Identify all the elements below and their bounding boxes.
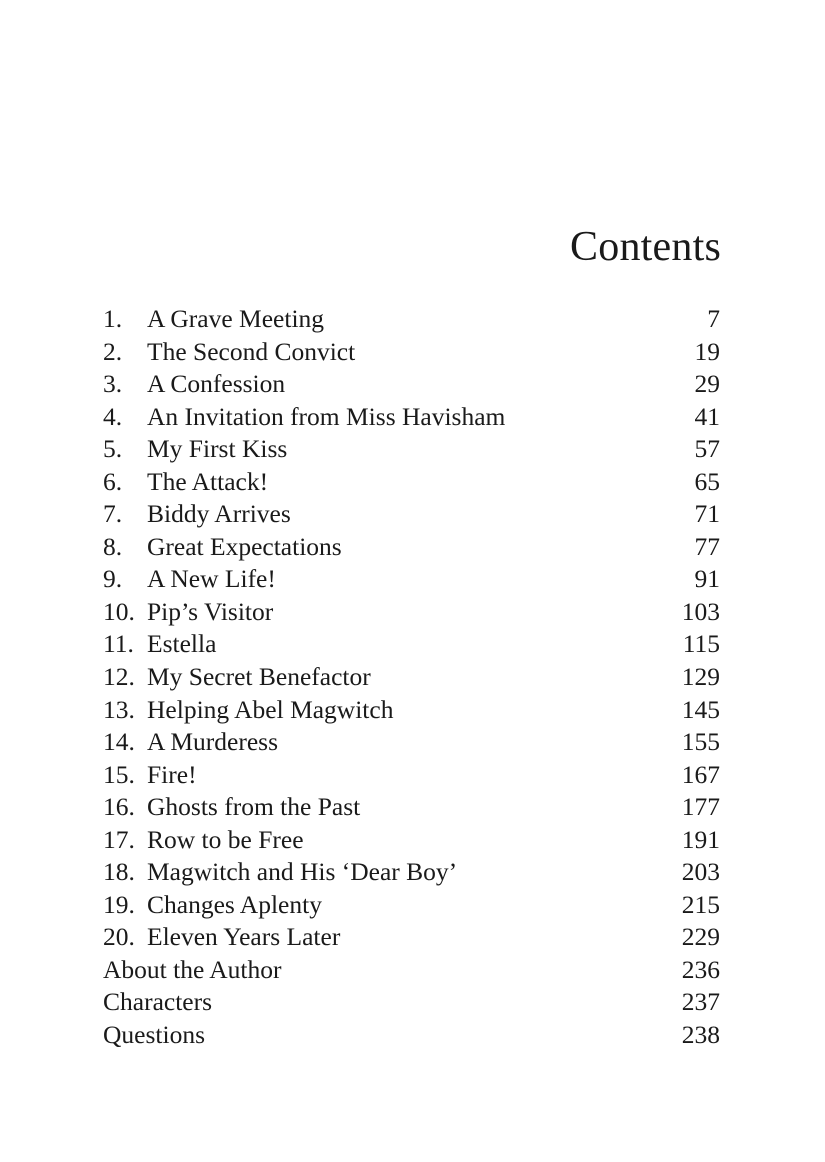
- toc-entry-number: 7.: [103, 499, 123, 529]
- toc-entry-title: Pip’s Visitor: [147, 596, 274, 626]
- toc-entry-page-number: 103: [681, 596, 720, 626]
- toc-entry-chapter-16[interactable]: [103, 791, 720, 824]
- toc-entry-chapter-18[interactable]: [103, 856, 720, 889]
- toc-entry-title: Fire!: [147, 759, 197, 789]
- page-title: Contents: [570, 224, 721, 270]
- toc-entry-title: Row to be Free: [147, 824, 304, 854]
- toc-entry-title: Questions: [103, 1020, 205, 1050]
- toc-entry-number: 2.: [103, 336, 123, 366]
- toc-entry-chapter-11[interactable]: [103, 628, 720, 661]
- toc-entry-title: The Second Convict: [147, 336, 356, 366]
- toc-entry-title: The Attack!: [147, 466, 269, 496]
- toc-entry-number: 20.: [103, 922, 135, 952]
- toc-entry-page-number: 29: [694, 369, 720, 399]
- toc-entry-page-number: 203: [681, 857, 720, 887]
- toc-entry-chapter-12[interactable]: [103, 661, 720, 694]
- toc-entry-number: 8.: [103, 531, 123, 561]
- toc-entry-chapter-20[interactable]: [103, 921, 720, 954]
- toc-entry-number: 18.: [103, 857, 135, 887]
- toc-entry-number: 5.: [103, 434, 123, 464]
- toc-entry-number: 9.: [103, 564, 123, 594]
- toc-entry-title: A Murderess: [147, 727, 279, 757]
- toc-entry-title: My Secret Benefactor: [147, 662, 371, 692]
- toc-entry-number: 1.: [103, 304, 123, 333]
- toc-entry-chapter-2[interactable]: [103, 336, 720, 369]
- toc-entry-chapter-15[interactable]: [103, 759, 720, 792]
- toc-entry-chapter-9[interactable]: [103, 563, 720, 596]
- toc-entry-characters[interactable]: [103, 986, 720, 1019]
- toc-entry-number: 3.: [103, 369, 123, 399]
- toc-entry-about-the-author[interactable]: [103, 954, 720, 987]
- toc-entry-page-number: 229: [681, 922, 720, 952]
- toc-entry-title: Estella: [147, 629, 217, 659]
- toc-entry-page-number: 57: [694, 434, 720, 464]
- toc-entry-title: Eleven Years Later: [147, 922, 341, 952]
- toc-entry-title: A Confession: [147, 369, 286, 399]
- toc-entry-chapter-17[interactable]: [103, 824, 720, 857]
- toc-entry-title: Changes Aplenty: [147, 889, 322, 919]
- toc-entry-title: My First Kiss: [147, 434, 288, 464]
- toc-entry-number: 14.: [103, 727, 135, 757]
- toc-entry-page-number: 129: [681, 662, 720, 692]
- toc-entry-chapter-8[interactable]: [103, 531, 720, 564]
- toc-entry-page-number: 177: [681, 792, 720, 822]
- toc-entry-page-number: 238: [681, 1020, 720, 1050]
- toc-entry-page-number: 167: [681, 759, 720, 789]
- toc-entry-page-number: 237: [681, 987, 720, 1017]
- toc-entry-page-number: 41: [694, 401, 720, 431]
- toc-entry-chapter-14[interactable]: [103, 726, 720, 759]
- toc-entry-page-number: 215: [681, 889, 720, 919]
- toc-entry-number: 12.: [103, 662, 135, 692]
- toc-entry-page-number: 71: [694, 499, 720, 529]
- toc-entry-number: 4.: [103, 401, 123, 431]
- toc-entry-page-number: 91: [694, 564, 720, 594]
- toc-entry-page-number: 155: [681, 727, 720, 757]
- toc-entry-questions[interactable]: [103, 1019, 720, 1052]
- toc-entry-number: 17.: [103, 824, 135, 854]
- toc-entry-title: Helping Abel Magwitch: [147, 694, 394, 724]
- toc-entry-chapter-10[interactable]: [103, 596, 720, 629]
- toc-entry-page-number: 115: [682, 629, 720, 659]
- toc-entry-page-number: 65: [694, 466, 720, 496]
- toc-entry-chapter-4[interactable]: [103, 401, 720, 434]
- toc-entry-chapter-7[interactable]: [103, 498, 720, 531]
- toc-entry-chapter-5[interactable]: [103, 433, 720, 466]
- toc-entry-page-number: 19: [694, 336, 720, 366]
- toc-entry-page-number: 7: [707, 304, 720, 333]
- toc-entry-title: Characters: [103, 987, 213, 1017]
- toc-entry-title: A Grave Meeting: [147, 304, 325, 333]
- toc-entry-page-number: 77: [694, 531, 720, 561]
- toc-entry-title: Biddy Arrives: [147, 499, 291, 529]
- toc-entry-title: A New Life!: [147, 564, 276, 594]
- toc-entry-number: 15.: [103, 759, 135, 789]
- table-of-contents: [103, 303, 720, 1052]
- toc-entry-chapter-3[interactable]: [103, 368, 720, 401]
- toc-entry-chapter-19[interactable]: [103, 889, 720, 922]
- toc-entry-title: Great Expectations: [147, 531, 342, 561]
- toc-entry-title: About the Author: [103, 954, 282, 984]
- toc-entry-page-number: 145: [681, 694, 720, 724]
- toc-entry-number: 16.: [103, 792, 135, 822]
- toc-entry-chapter-13[interactable]: [103, 694, 720, 727]
- toc-entry-number: 11.: [103, 629, 134, 659]
- toc-entry-title: Magwitch and His ‘Dear Boy’: [147, 857, 458, 887]
- toc-entry-number: 19.: [103, 889, 135, 919]
- toc-entry-page-number: 191: [681, 824, 720, 854]
- toc-entry-page-number: 236: [681, 954, 720, 984]
- toc-entry-chapter-6[interactable]: [103, 466, 720, 499]
- toc-entry-number: 13.: [103, 694, 135, 724]
- toc-entry-title: An Invitation from Miss Havisham: [147, 401, 506, 431]
- toc-entry-number: 10.: [103, 596, 135, 626]
- toc-entry-chapter-1[interactable]: [103, 303, 720, 336]
- toc-entry-number: 6.: [103, 466, 123, 496]
- toc-entry-title: Ghosts from the Past: [147, 792, 361, 822]
